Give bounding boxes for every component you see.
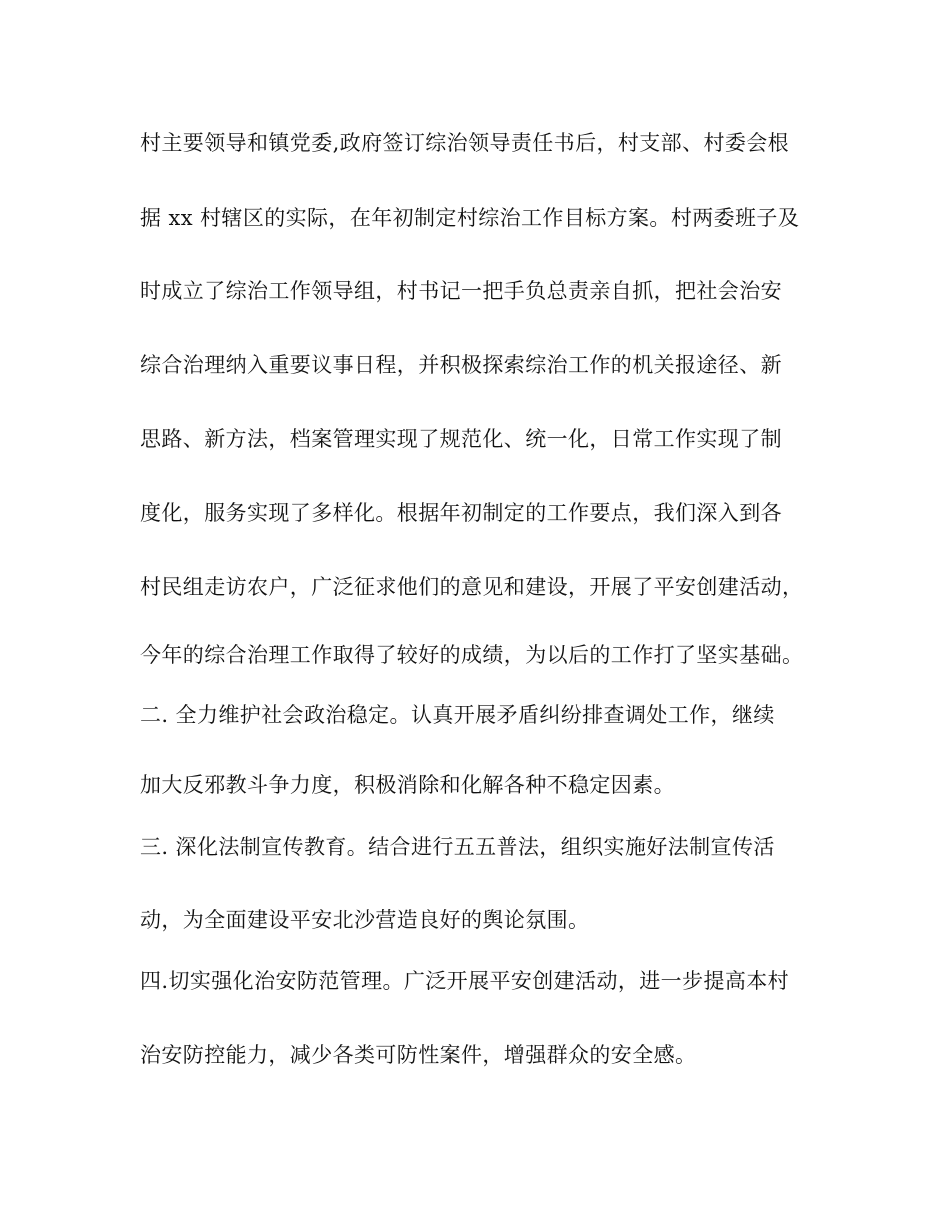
paragraph-line: 综合治理纳入重要议事日程，并积极探索综治工作的机关报途径、新 <box>140 353 782 377</box>
section-four-heading-line: 四.切实强化治安防范管理。广泛开展平安创建活动，进一步提高本村 <box>140 969 790 993</box>
paragraph-line: 思路、新方法，档案管理实现了规范化、统一化，日常工作实现了制 <box>140 427 782 451</box>
paragraph-line: 治安防控能力，减少各类可防性案件，增强群众的安全感。 <box>140 1043 697 1067</box>
paragraph-line: 今年的综合治理工作取得了较好的成绩，为以后的工作打了坚实基础。 <box>140 643 804 667</box>
paragraph-line: 村主要领导和镇党委,政府签订综治领导责任书后，村支部、村委会根 <box>140 131 790 155</box>
paragraph-line: 村民组走访农户，广泛征求他们的意见和建设，开展了平安创建活动， <box>140 575 804 599</box>
paragraph-line: 加大反邪教斗争力度，积极消除和化解各种不稳定因素。 <box>140 773 675 797</box>
section-three-heading-line: 三. 深化法制宣传教育。结合进行五五普法，组织实施好法制宣传活 <box>140 835 775 859</box>
section-two-heading-line: 二. 全力维护社会政治稳定。认真开展矛盾纠纷排查调处工作，继续 <box>140 703 775 727</box>
paragraph-line: 动，为全面建设平安北沙营造良好的舆论氛围。 <box>140 908 590 932</box>
paragraph-line: 时成立了综治工作领导组，村书记一把手负总责亲自抓，把社会治安 <box>140 279 782 303</box>
paragraph-line: 据 xx 村辖区的实际，在年初制定村综治工作目标方案。村两委班子及 <box>140 206 800 230</box>
paragraph-line: 度化，服务实现了多样化。根据年初制定的工作要点，我们深入到各 <box>140 501 782 525</box>
